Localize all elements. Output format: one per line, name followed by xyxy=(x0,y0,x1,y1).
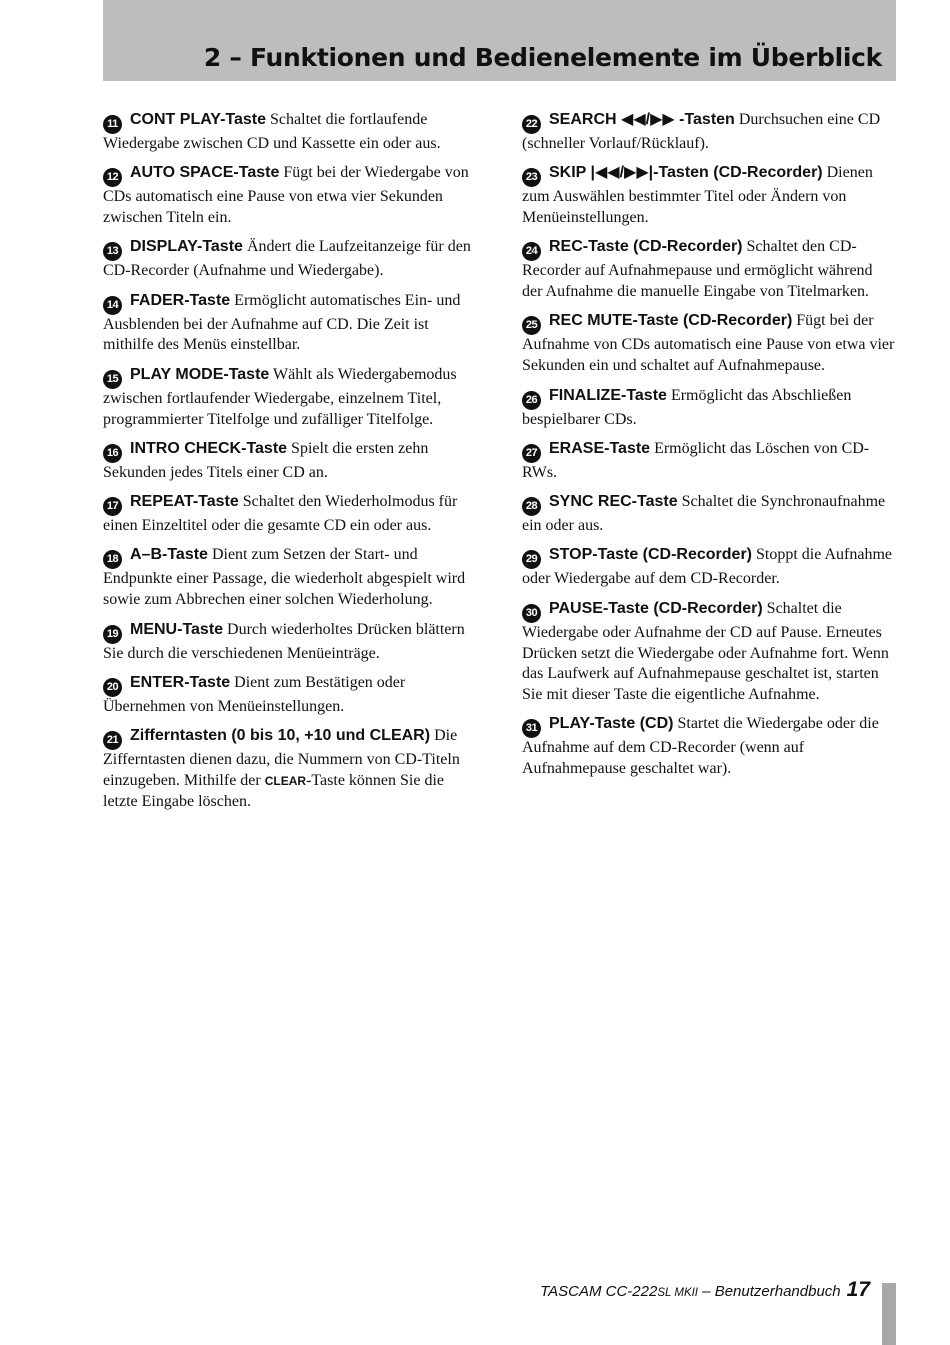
item-number: 24 xyxy=(522,242,541,261)
item-label: ERASE-Taste xyxy=(549,439,651,457)
item-text: Ermöglicht das Abschließen bespielbarer CDs. xyxy=(522,386,852,428)
list-item xyxy=(522,237,896,303)
item-text: Schaltet den CD-Recorder auf Aufnahmepause und ermöglicht während der Aufnahme die manuelle Eingabe von Titelmarken. xyxy=(522,238,873,301)
footer-model-suffix: SL MKII xyxy=(657,1287,699,1299)
item-number: 27 xyxy=(522,444,541,463)
list-item xyxy=(103,545,479,611)
item-number: 25 xyxy=(522,316,541,335)
list-item xyxy=(103,673,479,718)
list-item xyxy=(103,291,479,357)
list-item xyxy=(522,545,896,590)
item-label: REC-Taste (CD-Recorder) xyxy=(549,238,743,256)
item-number: 13 xyxy=(103,242,122,261)
item-number: 20 xyxy=(103,678,122,697)
item-label: SEARCH ◀◀/▶▶ -Tasten xyxy=(549,111,735,128)
list-item xyxy=(522,110,896,155)
item-text: Ermöglicht automatisches Ein- und Ausblenden bei der Aufnahme auf CD. Die Zeit ist mithilfe des Menüs einstellbar. xyxy=(103,291,461,354)
item-label: REC MUTE-Taste (CD-Recorder) xyxy=(549,312,793,330)
item-text: Fügt bei der Aufnahme von CDs automatisch eine Pause von etwa vier Sekunden ein und schaltet auf Aufnahmepause. xyxy=(522,312,895,375)
item-label: PLAY MODE-Taste xyxy=(130,365,270,383)
item-label: CONT PLAY-Taste xyxy=(130,111,267,128)
item-number: 12 xyxy=(103,168,122,187)
item-label: REPEAT-Taste xyxy=(130,493,239,511)
item-text: Schaltet den Wiederholmodus für einen Einzeltitel oder die gesamte CD ein oder aus. xyxy=(103,493,458,535)
list-item xyxy=(522,492,896,537)
chapter-header-bar xyxy=(103,0,896,81)
item-text: Ermöglicht das Löschen von CD-RWs. xyxy=(522,439,870,481)
item-label: INTRO CHECK-Taste xyxy=(130,439,288,457)
item-number: 17 xyxy=(103,497,122,516)
item-label: ENTER-Taste xyxy=(130,673,231,691)
list-item xyxy=(103,110,479,155)
list-item xyxy=(522,386,896,431)
list-item xyxy=(103,163,479,229)
item-text-end: -Taste können Sie die letzte Eingabe löschen. xyxy=(103,771,445,810)
item-label: FINALIZE-Taste xyxy=(549,386,667,404)
item-text: Wählt als Wiedergabemodus zwischen fortlaufender Wiedergabe, einzelnem Titel, programmierter Titelfolge und zufälliger Titelfolge. xyxy=(103,365,457,428)
list-item xyxy=(522,439,896,484)
list-item xyxy=(522,163,896,229)
item-text: Spielt die ersten zehn Sekunden jedes Titels einer CD an. xyxy=(103,439,429,481)
item-label: SKIP |◀◀/▶▶|-Tasten (CD-Recorder) xyxy=(549,164,823,182)
item-text: Dient zum Setzen der Start- und Endpunkte einer Passage, die wiederholt abgespielt wird sowie zum Abbrechen einer solchen Wiederholung. xyxy=(103,546,466,609)
item-number: 29 xyxy=(522,550,541,569)
footer-brand: TASCAM CC-222 xyxy=(540,1283,658,1300)
left-column xyxy=(103,110,479,821)
chapter-title: 2 – Funktionen und Bedienelemente im Überblick xyxy=(203,43,882,72)
item-number: 26 xyxy=(522,391,541,410)
item-number: 15 xyxy=(103,370,122,389)
item-text: Schaltet die Synchronaufnahme ein oder aus. xyxy=(522,493,886,535)
item-number: 14 xyxy=(103,296,122,315)
item-text: Die Zifferntasten dienen dazu, die Nummern von CD-Titeln einzugeben. Mithilfe der xyxy=(103,727,460,789)
clear-key-label: CLEAR xyxy=(264,773,307,788)
item-text: Schaltet die Wiedergabe oder Aufnahme der CD auf Pause. Erneutes Drücken setzt die Wiedergabe oder Aufnahme fort. Wenn das Laufwerk auf Aufnahmepause geschaltet ist, starten Sie mit dieser Taste die eigentliche Aufnahme. xyxy=(522,599,889,704)
item-number: 31 xyxy=(522,719,541,738)
list-item xyxy=(522,599,896,706)
item-number: 28 xyxy=(522,497,541,516)
page-footer xyxy=(540,1278,870,1302)
list-item xyxy=(103,492,479,537)
list-item xyxy=(103,237,479,282)
list-item xyxy=(103,620,479,665)
item-text: Durch wiederholtes Drücken blättern Sie durch die verschiedenen Menüeinträge. xyxy=(103,620,465,662)
item-text: Stoppt die Aufnahme oder Wiedergabe auf dem CD-Recorder. xyxy=(522,546,892,588)
item-label: DISPLAY-Taste xyxy=(130,238,243,256)
item-number: 22 xyxy=(522,115,541,134)
item-label: AUTO SPACE-Taste xyxy=(130,164,280,182)
item-number: 16 xyxy=(103,444,122,463)
list-item xyxy=(103,726,479,812)
list-item xyxy=(522,311,896,377)
item-label: MENU-Taste xyxy=(130,620,224,638)
item-text: Ändert die Laufzeitanzeige für den CD-Recorder (Aufnahme und Wiedergabe). xyxy=(103,238,471,280)
list-item xyxy=(103,365,479,431)
item-label: Zifferntasten (0 bis 10, +10 und CLEAR) xyxy=(130,727,431,745)
item-label: PLAY-Taste (CD) xyxy=(549,715,674,733)
page-edge-tab xyxy=(882,1283,896,1345)
item-label: STOP-Taste (CD-Recorder) xyxy=(549,546,752,564)
item-label: PAUSE-Taste (CD-Recorder) xyxy=(549,599,763,617)
item-text: Dienen zum Auswählen bestimmter Titel oder Ändern von Menüeinstellungen. xyxy=(522,164,873,227)
item-number: 19 xyxy=(103,625,122,644)
item-label: FADER-Taste xyxy=(130,291,231,309)
list-item xyxy=(103,439,479,484)
item-text: Schaltet die fortlaufende Wiedergabe zwischen CD und Kassette ein oder aus. xyxy=(103,111,441,152)
item-number: 30 xyxy=(522,604,541,623)
right-column xyxy=(522,110,896,789)
item-label: A–B-Taste xyxy=(130,546,208,564)
item-number: 18 xyxy=(103,550,122,569)
item-number: 23 xyxy=(522,168,541,187)
footer-manual-title: – Benutzerhandbuch xyxy=(698,1283,841,1300)
item-label: SYNC REC-Taste xyxy=(549,493,678,511)
item-text: Dient zum Bestätigen oder Übernehmen von Menüeinstellungen. xyxy=(103,673,406,715)
item-text: Fügt bei der Wiedergabe von CDs automatisch eine Pause von etwa vier Sekunden zwischen Titeln ein. xyxy=(103,164,469,227)
page-number: 17 xyxy=(846,1278,870,1301)
item-number: 21 xyxy=(103,731,122,750)
item-text: Durchsuchen eine CD (schneller Vorlauf/Rücklauf). xyxy=(522,111,881,152)
list-item xyxy=(522,714,896,780)
item-text: Startet die Wiedergabe oder die Aufnahme auf dem CD-Recorder (wenn auf Aufnahmepause geschaltet war). xyxy=(522,715,879,778)
item-number: 11 xyxy=(103,115,122,134)
